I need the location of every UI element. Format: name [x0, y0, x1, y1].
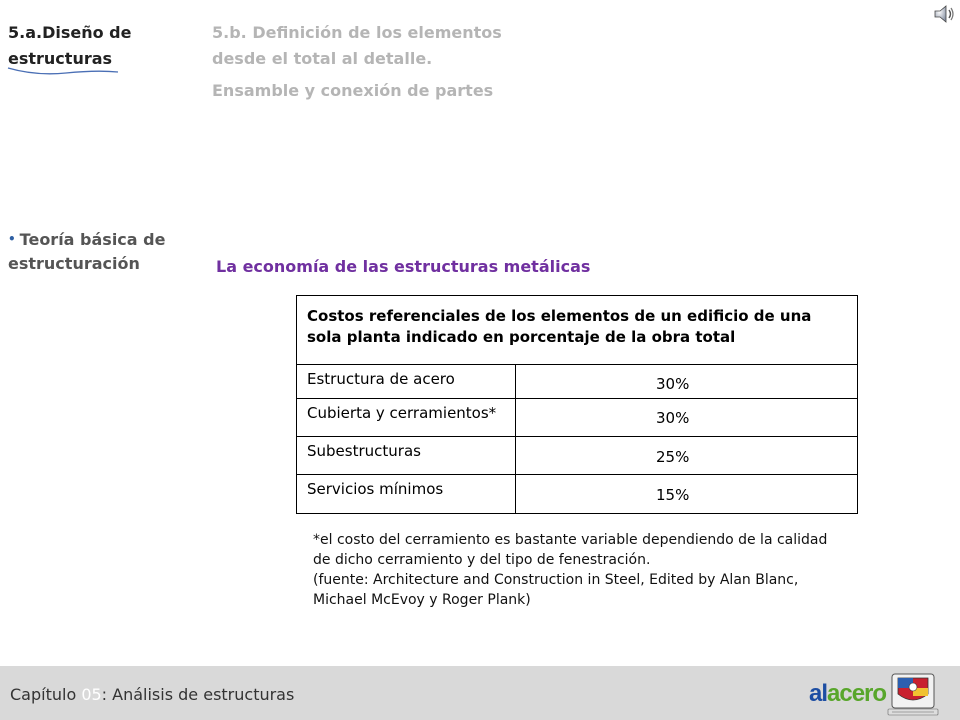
- speaker-icon[interactable]: [932, 2, 956, 26]
- cost-table: [296, 295, 858, 514]
- footer-title-prefix: Capítulo: [10, 685, 82, 704]
- table-row: [297, 437, 858, 475]
- table-header: [297, 296, 858, 365]
- row-value: 25%: [516, 437, 858, 475]
- nav-active-underline: [6, 64, 122, 80]
- row-label: Cubierta y cerramientos*: [297, 399, 516, 437]
- chapter-number: 05: [81, 685, 102, 704]
- table-header-line1: Costos referenciales de los elementos de un edificio de una: [307, 307, 812, 325]
- section-title: La economía de las estructuras metálicas: [216, 257, 591, 276]
- sidebar-topic[interactable]: [8, 227, 188, 276]
- university-crest-icon: [884, 672, 942, 718]
- footnote-line1: *el costo del cerramiento es bastante variable dependiendo de la calidad: [313, 532, 828, 548]
- nav-active-line1: 5.a.Diseño de: [8, 23, 132, 42]
- nav-inactive-line1: 5.b. Definición de los elementos: [212, 23, 502, 42]
- footer-title-suffix: : Análisis de estructuras: [101, 685, 295, 704]
- nav-inactive-line3: Ensamble y conexión de partes: [212, 81, 494, 100]
- alacero-logo: [809, 681, 886, 707]
- row-value: 15%: [516, 475, 858, 514]
- row-label: Estructura de acero: [297, 365, 516, 399]
- table-header-line2: sola planta indicado en porcentaje de la obra total: [307, 328, 736, 346]
- table-row: [297, 399, 858, 437]
- table-row: [297, 365, 858, 399]
- footer-title: [10, 684, 294, 706]
- row-label: Servicios mínimos: [297, 475, 516, 514]
- sidebar-topic-line2: estructuración: [8, 254, 140, 273]
- nav-active-line2: estructuras: [8, 49, 113, 68]
- row-value: 30%: [516, 365, 858, 399]
- alacero-logo-part2: acero: [827, 680, 887, 707]
- alacero-logo-part1: al: [809, 680, 828, 707]
- nav-inactive-line2: desde el total al detalle.: [212, 49, 433, 68]
- footnote-line3: (fuente: Architecture and Construction in Steel, Edited by Alan Blanc,: [313, 572, 799, 588]
- footnote: [313, 530, 883, 610]
- table-row: [297, 475, 858, 514]
- row-label: Subestructuras: [297, 437, 516, 475]
- footnote-line4: Michael McEvoy y Roger Plank): [313, 592, 531, 608]
- bullet-icon: •: [8, 232, 16, 246]
- sidebar-topic-line1: Teoría básica de: [19, 230, 166, 249]
- nav-inactive-section[interactable]: [212, 20, 532, 104]
- row-value: 30%: [516, 399, 858, 437]
- footnote-line2: de dicho cerramiento y del tipo de fenestración.: [313, 552, 651, 568]
